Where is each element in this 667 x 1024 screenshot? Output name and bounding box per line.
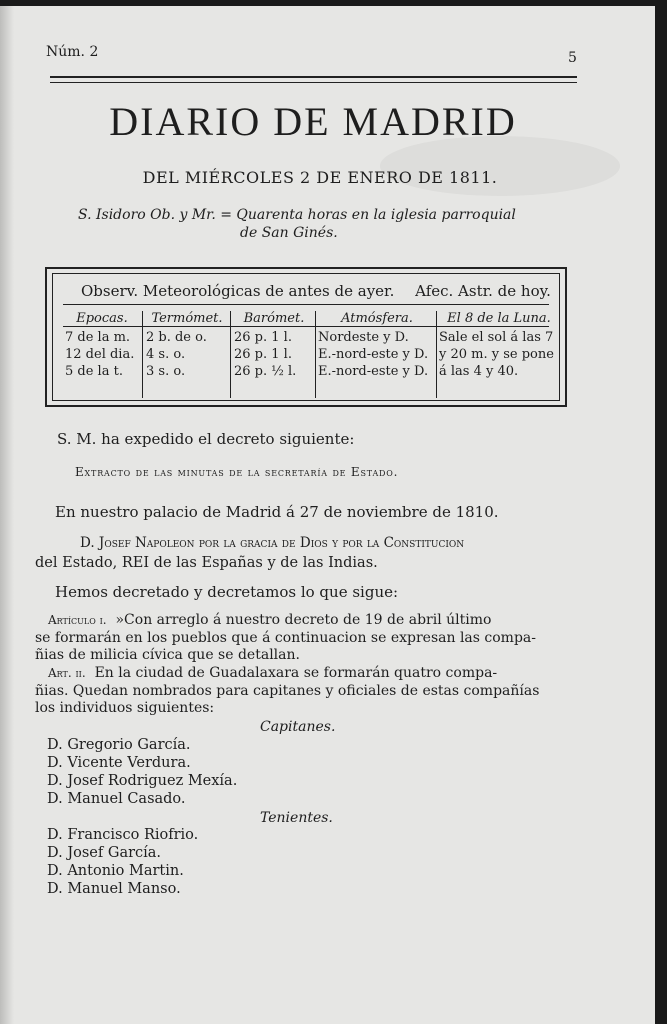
- article-1-line-3: ñias de milicia cívica que se detallan.: [35, 647, 300, 663]
- col-termomet: [146, 310, 228, 380]
- luna-row: Sale el sol á las 7: [439, 330, 554, 345]
- meteo-inner-frame: [52, 273, 560, 401]
- article-1-line-1: [48, 612, 491, 628]
- col-divider: [142, 311, 143, 398]
- list-item: D. Gregorio García.: [47, 737, 191, 753]
- saint-line-2: de San Ginés.: [240, 225, 338, 241]
- newspaper-page: [0, 6, 655, 1024]
- meteo-heading-right: Afec. Astr. de hoy.: [415, 282, 551, 300]
- page-number: 5: [568, 50, 577, 66]
- baromet-row: 26 p. 1 l.: [234, 347, 292, 362]
- luna-row: á las 4 y 40.: [439, 364, 519, 379]
- epoca-row: 12 del dia.: [65, 347, 135, 362]
- atmosfera-row: E.-nord-este y D.: [318, 364, 429, 379]
- page-edge-shadow: [0, 6, 14, 1024]
- article-2-line-3: los individuos siguientes:: [35, 700, 215, 716]
- baromet-row: 26 p. 1 l.: [234, 330, 292, 345]
- col-header-luna: El 8 de la Luna.: [447, 311, 551, 326]
- header-rule-thin: [50, 82, 577, 83]
- list-item: D. Francisco Riofrio.: [47, 827, 199, 843]
- hemos-line: Hemos decretado y decretamos lo que sigue:: [55, 583, 399, 601]
- col-header-atmosfera: Atmósfera.: [341, 311, 413, 326]
- termomet-row: 2 b. de o.: [146, 330, 207, 345]
- list-item: D. Josef García.: [47, 845, 162, 861]
- decree-intro: S. M. ha expedido el decreto siguiente:: [57, 430, 355, 448]
- col-baromet: [234, 310, 314, 380]
- list-item: D. Manuel Manso.: [47, 881, 181, 897]
- bleed-through-smudge: [380, 136, 620, 196]
- termomet-row: 3 s. o.: [146, 364, 186, 379]
- meteo-rule-top: [63, 304, 549, 305]
- luna-row: y 20 m. y se pone: [439, 347, 554, 362]
- article-2-line-2: ñias. Quedan nombrados para capitanes y oficiales de estas compañías: [35, 683, 540, 699]
- col-header-termomet: Termómet.: [151, 311, 223, 326]
- article-1-label: Artículo i.: [48, 613, 107, 627]
- baromet-row: 26 p. ½ l.: [234, 364, 297, 379]
- epoca-row: 7 de la m.: [65, 330, 131, 345]
- col-header-epocas: Epocas.: [76, 311, 128, 326]
- col-header-baromet: Barómet.: [243, 311, 305, 326]
- napoleon-line-2: del Estado, REI de las Españas y de las Indias.: [35, 555, 378, 571]
- list-item: D. Antonio Martin.: [47, 863, 184, 879]
- meteorological-table: [45, 267, 567, 407]
- article-2-text: En la ciudad de Guadalaxara se formarán quatro compa-: [94, 665, 498, 681]
- article-1-line-2: se formarán en los pueblos que á continuacion se expresan las compa-: [35, 630, 536, 646]
- col-epocas: [65, 310, 139, 380]
- list-item: D. Manuel Casado.: [47, 791, 186, 807]
- saint-line-1: S. Isidoro Ob. y Mr. = Quarenta horas en la iglesia parroquial: [78, 207, 516, 223]
- extracto-heading: Extracto de las minutas de la secretaría de Estado.: [75, 465, 399, 479]
- issue-number: Núm. 2: [46, 44, 99, 60]
- col-divider: [315, 311, 316, 398]
- article-1-text: »Con arreglo á nuestro decreto de 19 de abril último: [115, 612, 492, 628]
- palacio-line: En nuestro palacio de Madrid á 27 de noviembre de 1810.: [55, 503, 499, 521]
- date-line: DEL MIÉRCOLES 2 DE ENERO DE 1811.: [142, 168, 498, 187]
- meteo-heading-left: Observ. Meteorológicas de antes de ayer.: [81, 282, 395, 300]
- termomet-row: 4 s. o.: [146, 347, 186, 362]
- epoca-row: 5 de la t.: [65, 364, 123, 379]
- article-2-line-1: [48, 665, 497, 681]
- capitanes-list: [47, 736, 237, 808]
- tenientes-list: [47, 826, 198, 898]
- capitanes-heading: Capitanes.: [260, 719, 336, 735]
- napoleon-line-1: D. Josef Napoleon por la gracia de Dios y por la Constitucion: [80, 535, 465, 551]
- atmosfera-row: E.-nord-este y D.: [318, 347, 429, 362]
- list-item: D. Vicente Verdura.: [47, 755, 191, 771]
- meteo-heading: [81, 282, 551, 300]
- atmosfera-row: Nordeste y D.: [318, 330, 409, 345]
- header-rule-thick: [50, 76, 577, 78]
- masthead-title: DIARIO DE MADRID: [109, 99, 517, 144]
- list-item: D. Josef Rodriguez Mexía.: [47, 773, 238, 789]
- article-2-label: Art. ii.: [48, 666, 86, 680]
- col-luna: [439, 310, 559, 380]
- tenientes-heading: Tenientes.: [260, 810, 333, 826]
- col-divider: [436, 311, 437, 398]
- col-atmosfera: [318, 310, 436, 380]
- col-divider: [230, 311, 231, 398]
